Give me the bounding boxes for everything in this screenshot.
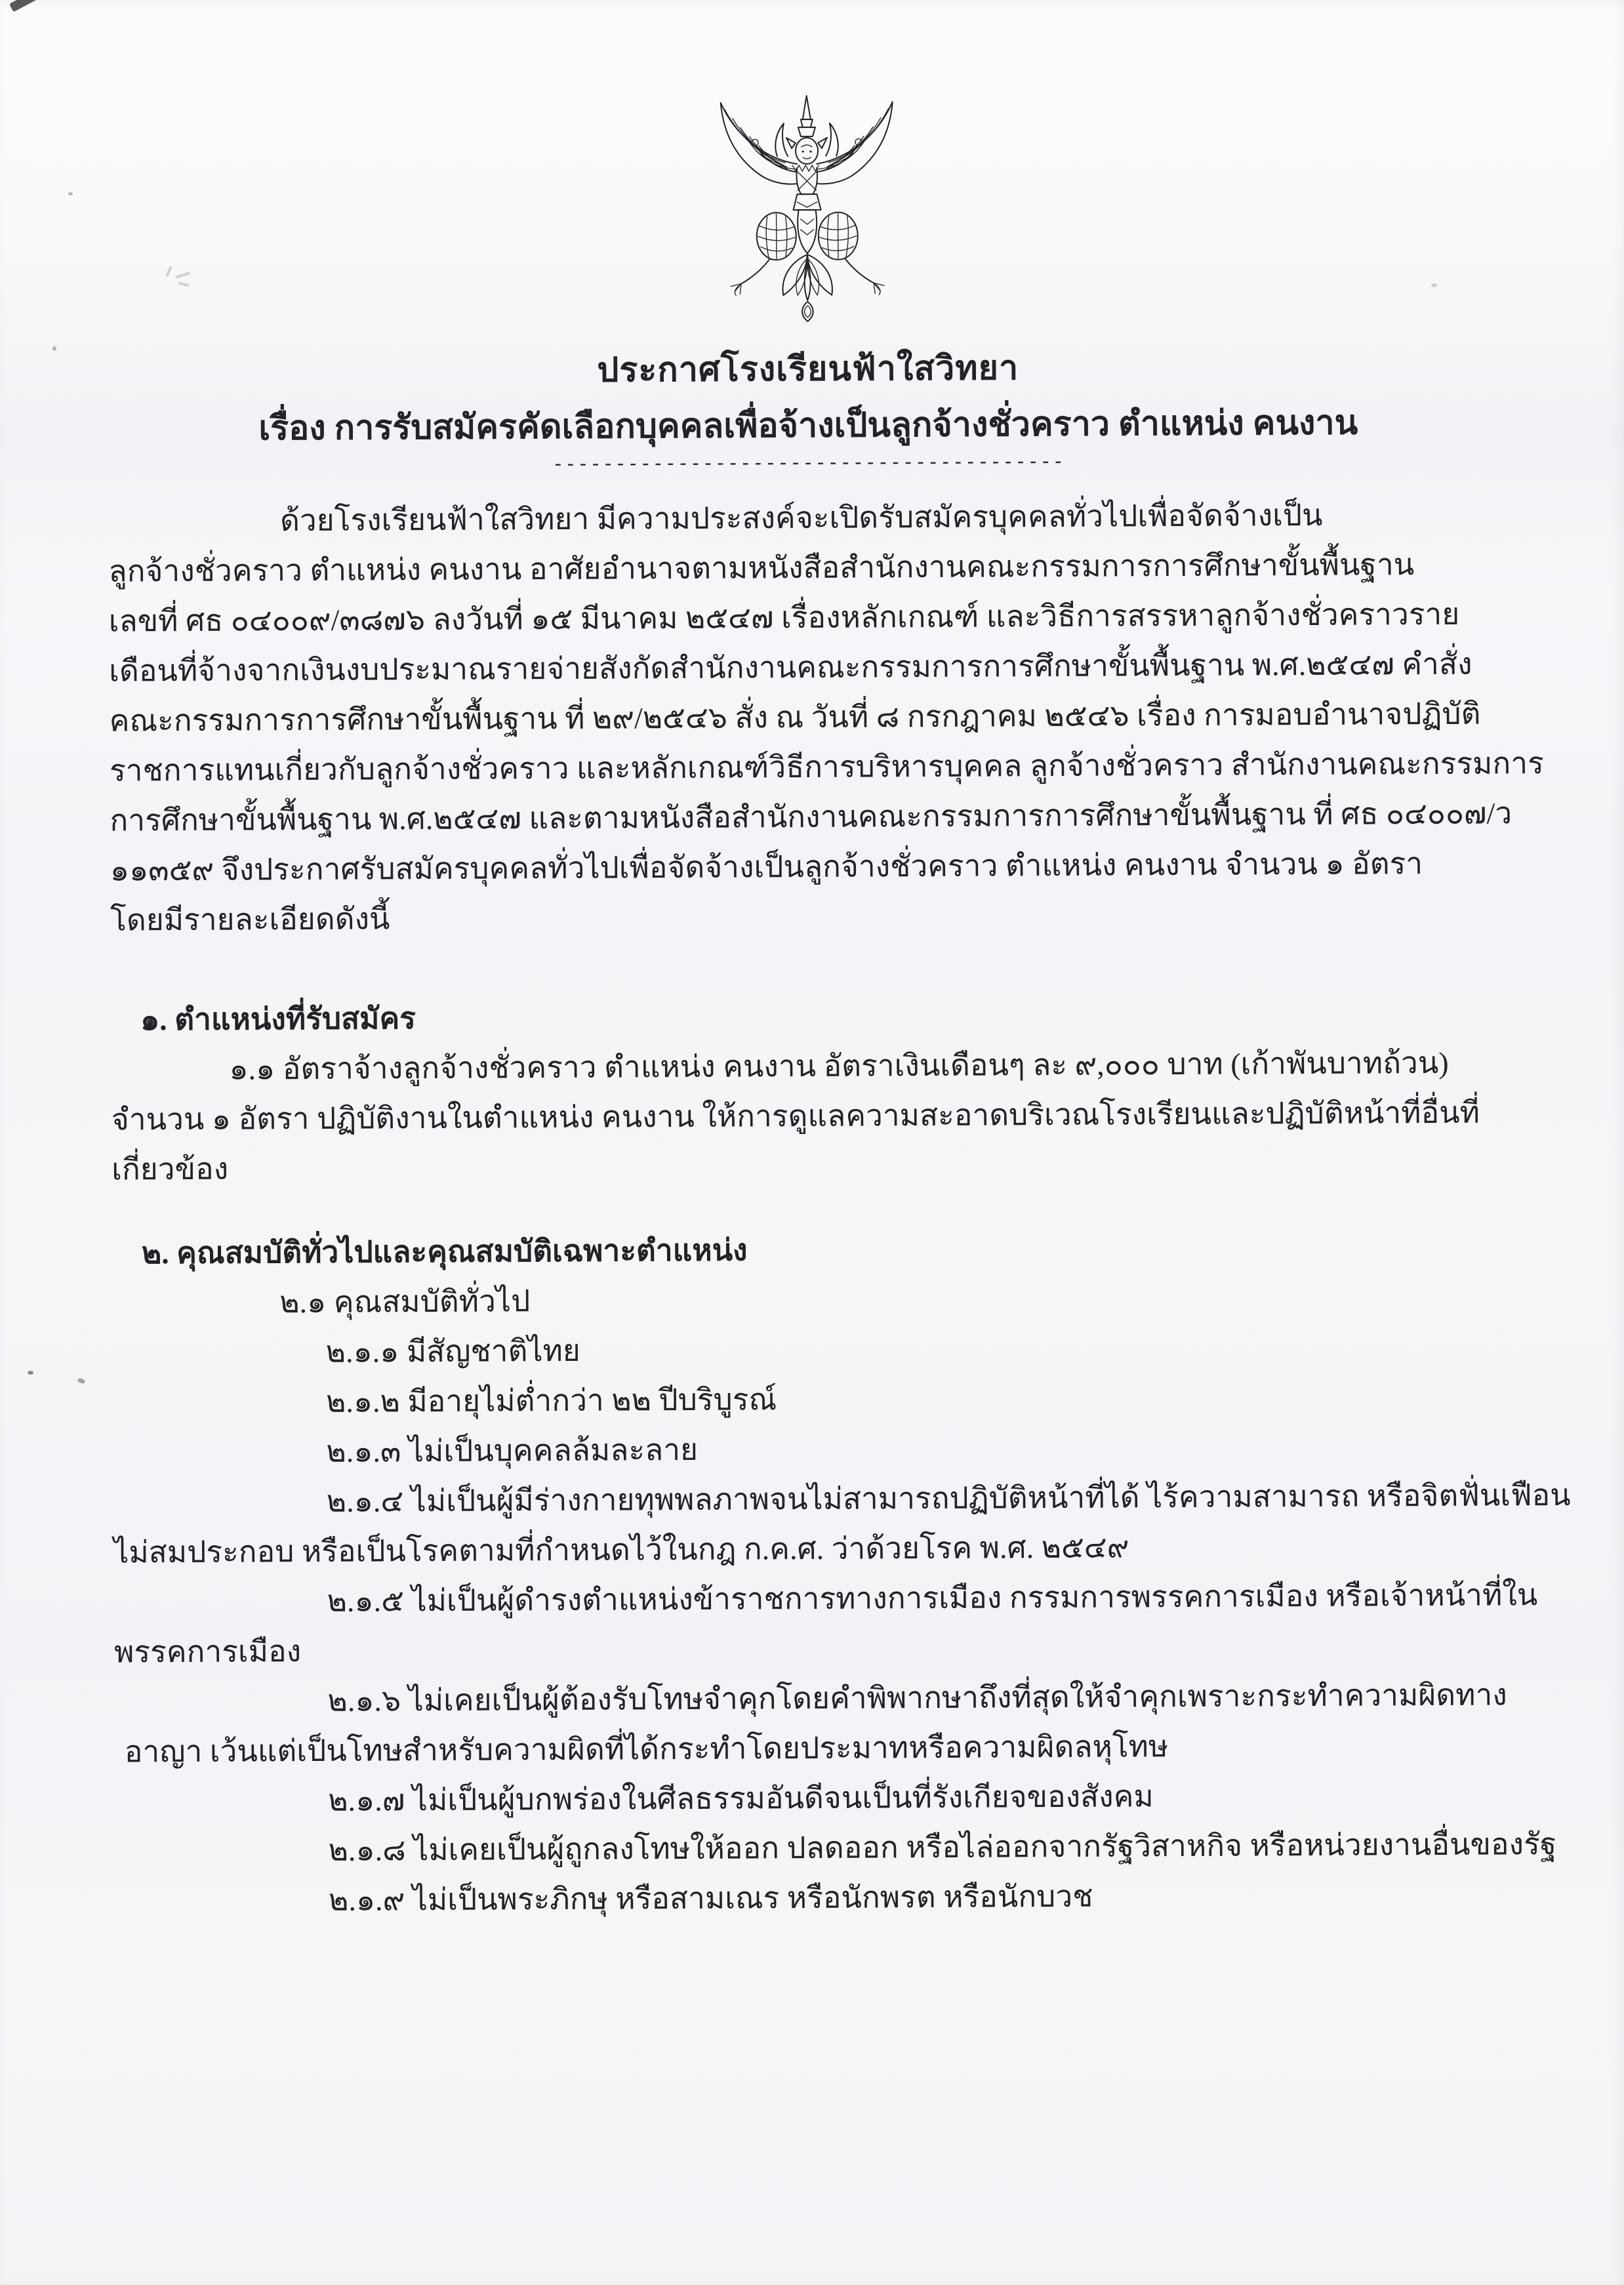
page-title: ประกาศโรงเรียนฟ้าใสวิทยา — [597, 350, 1019, 390]
section-line: อาญา เว้นแต่เป็นโทษสำหรับความผิดที่ได้กระทำโดยประมาทหรือความผิดลหุโทษ — [124, 1729, 1169, 1769]
divider-dashes: ----------------------------------------- — [552, 449, 1065, 476]
paragraph-line: ๑๑๓๕๙ จึงประกาศรับสมัครบุคคลทั่วไปเพื่อจัดจ้างเป็นลูกจ้างชั่วคราว ตำแหน่ง คนงาน จำนวน ๑ อัตรา — [110, 847, 1423, 887]
paragraph-line: เลขที่ ศธ ๐๔๐๐๙/๓๘๗๖ ลงวันที่ ๑๕ มีนาคม ๒๕๔๗ เรื่องหลักเกณฑ์ และวิธีการสรรหาลูกจ้างชั่วคราวราย — [108, 597, 1460, 638]
section-line: ๑.๑ อัตราจ้างลูกจ้างชั่วคราว ตำแหน่ง คนงาน อัตราเงินเดือนๆ ละ ๙,๐๐๐ บาท (เก้าพันบาทถ้วน) — [229, 1045, 1449, 1086]
section-line: ๒.๑.๗ ไม่เป็นผู้บกพร่องในศีลธรรมอันดีจนเป็นที่รังเกียจของสังคม — [328, 1779, 1154, 1817]
section-line: พรรคการเมือง — [113, 1634, 302, 1669]
section-line: ไม่สมประกอบ หรือเป็นโรคตามที่กำหนดไว้ในกฎ ก.ค.ศ. ว่าด้วยโรค พ.ศ. ๒๕๔๙ — [113, 1530, 1129, 1569]
section-heading: ๑. ตำแหน่งที่รับสมัคร — [140, 1001, 416, 1037]
section-heading: ๒. คุณสมบัติทั่วไปและคุณสมบัติเฉพาะตำแหน่ง — [141, 1233, 748, 1270]
section-line: ๒.๑.๓ ไม่เป็นบุคคลล้มละลาย — [326, 1432, 699, 1468]
paragraph-line: เดือนที่จ้างจากเงินงบประมาณรายจ่ายสังกัดสำนักงานคณะกรรมการการศึกษาขั้นพื้นฐาน พ.ศ.๒๕๔๗ คำสั่ง — [109, 647, 1472, 688]
section-line: เกี่ยวข้อง — [112, 1152, 229, 1186]
subject-line: เรื่อง การรับสมัครคัดเลือกบุคคลเพื่อจ้างเป็นลูกจ้างชั่วคราว ตำแหน่ง คนงาน — [258, 404, 1358, 448]
garuda-emblem-icon — [699, 90, 916, 337]
paragraph-line: ราชการแทนเกี่ยวกับลูกจ้างชั่วคราว และหลักเกณฑ์วิธีการบริหารบุคคล ลูกจ้างชั่วคราว สำนักงานคณะกรรมการ — [109, 746, 1544, 788]
section-qualifications — [112, 1221, 1571, 1926]
section-line: ๒.๑.๕ ไม่เป็นผู้ดำรงตำแหน่งข้าราชการทางการเมือง กรรมการพรรคการเมือง หรือเจ้าหน้าที่ใน — [327, 1578, 1538, 1618]
section-line: ๒.๑.๙ ไม่เป็นพระภิกษุ หรือสามเณร หรือนักพรต หรือนักบวช — [328, 1879, 1093, 1917]
paragraph-line: คณะกรรมการการศึกษาขั้นพื้นฐาน ที่ ๒๙/๒๕๔๖ สั่ง ณ วันที่ ๘ กรกฎาคม ๒๕๔๖ เรื่อง การมอบอำนาจปฏิบัติ — [109, 697, 1481, 738]
paragraph-line: การศึกษาขั้นพื้นฐาน พ.ศ.๒๕๔๗ และตามหนังสือสำนักงานคณะกรรมการการศึกษาขั้นพื้นฐาน ที่ ศธ ๐๔๐๐๗/ว — [110, 796, 1512, 838]
paragraph-line: ด้วยโรงเรียนฟ้าใสวิทยา มีความประสงค์จะเปิดรับสมัครบุคคลทั่วไปเพื่อจัดจ้างเป็น — [279, 498, 1323, 538]
section-position — [111, 988, 1535, 1194]
section-line: ๒.๑.๖ ไม่เคยเป็นผู้ต้องรับโทษจำคุกโดยคำพิพากษาถึงที่สุดให้จำคุกเพราะกระทำความผิดทาง — [327, 1678, 1507, 1718]
intro-paragraph — [108, 489, 1544, 945]
section-line: ๒.๑.๒ มีอายุไม่ต่ำกว่า ๒๒ ปีบริบูรณ์ — [325, 1383, 777, 1419]
section-line: ๒.๑ คุณสมบัติทั่วไป — [279, 1284, 531, 1320]
section-line: จำนวน ๑ อัตรา ปฏิบัติงานในตำแหน่ง คนงาน ให้การดูแลความสะอาดบริเวณโรงเรียนและปฏิบัติหน้าที่อื่นที่ — [111, 1095, 1480, 1137]
paragraph-line: ลูกจ้างชั่วคราว ตำแหน่ง คนงาน อาศัยอำนาจตามหนังสือสำนักงานคณะกรรมการการศึกษาขั้นพื้นฐาน — [108, 548, 1415, 588]
section-line: ๒.๑.๔ ไม่เป็นผู้มีร่างกายทุพพลภาพจนไม่สามารถปฏิบัติหน้าที่ได้ ไร้ความสามารถ หรือจิตฟั่นเฟือน — [326, 1478, 1571, 1518]
paragraph-line: โดยมีรายละเอียดดังนี้ — [110, 902, 390, 937]
section-line: ๒.๑.๑ มีสัญชาติไทย — [325, 1333, 580, 1369]
section-line: ๒.๑.๘ ไม่เคยเป็นผู้ถูกลงโทษให้ออก ปลดออก หรือไล่ออกจากรัฐวิสาหกิจ หรือหน่วยงานอื่นของรัฐ — [328, 1827, 1557, 1867]
